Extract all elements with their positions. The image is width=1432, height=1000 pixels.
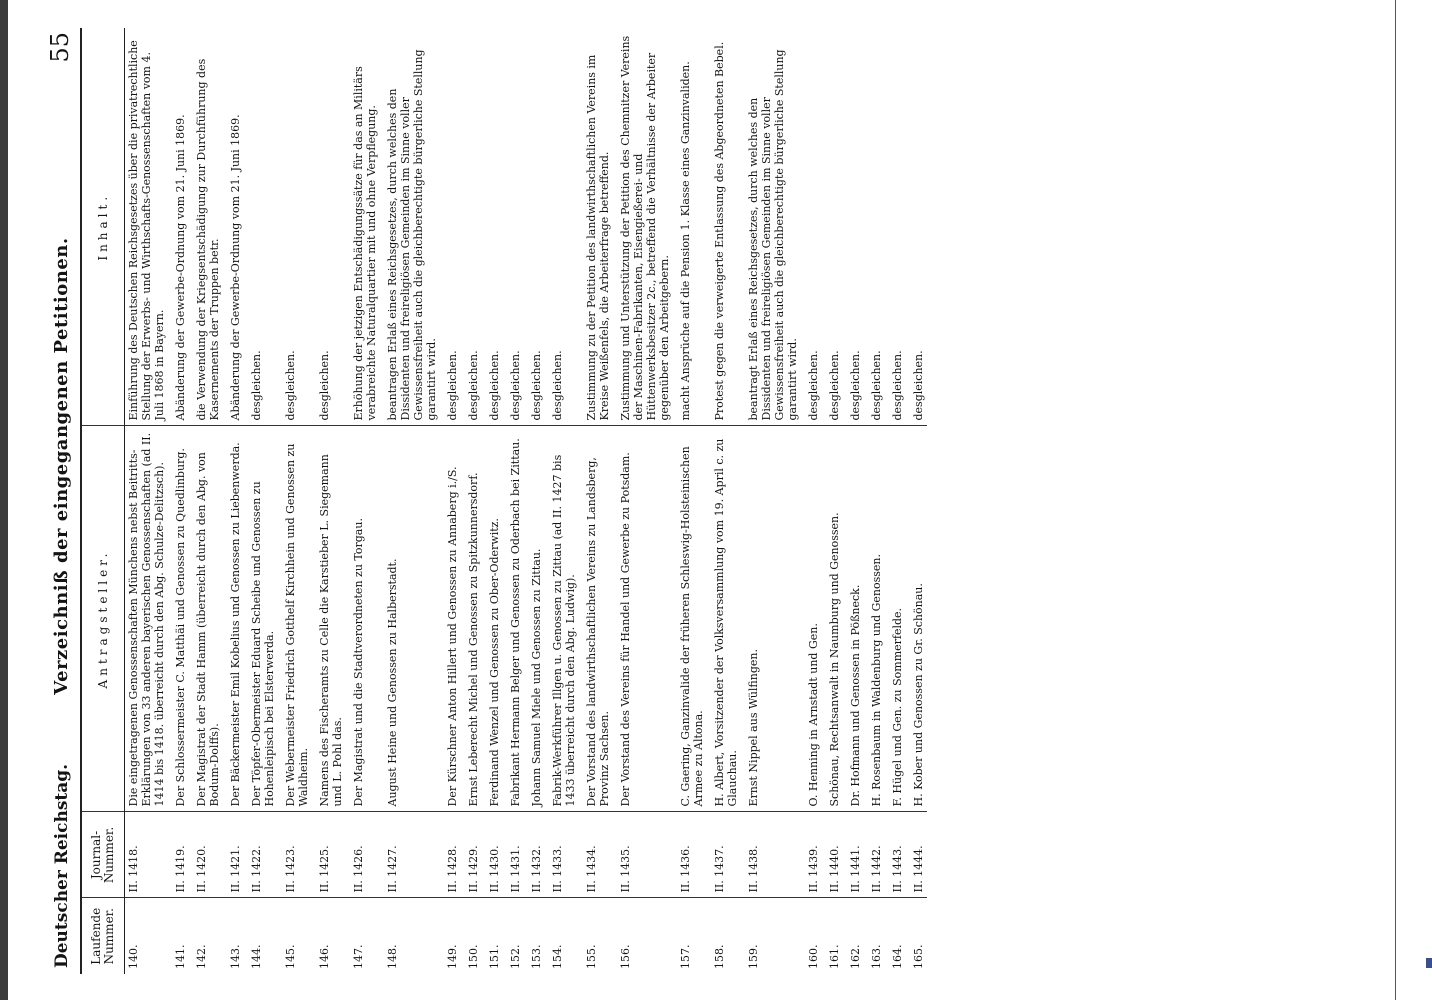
row-number: 155.	[579, 898, 613, 974]
inhalt-cell: desgleichen.	[912, 350, 925, 421]
column-header-laufende-nummer: Laufende Nummer.	[82, 898, 125, 974]
journal-number: II. 1423.	[278, 812, 312, 898]
antragsteller-cell: August Heine und Genossen zu Halberstadt.	[380, 426, 440, 812]
row-number: 141.	[168, 898, 189, 974]
antragsteller-cell: Schönau, Rechtsanwalt in Naumburg und Genossen.	[822, 426, 843, 812]
inhalt-cell: desgleichen.	[828, 350, 841, 421]
journal-number: II. 1425.	[312, 812, 346, 898]
antragsteller-cell: H. Kober und Genossen zu Gr. Schönau.	[906, 426, 927, 812]
antragsteller-cell: Namens des Fischeramts zu Celle die Karstieber L. Siegemann und L. Pohl das.	[312, 426, 346, 812]
row-number: 146.	[312, 898, 346, 974]
antragsteller-cell: C. Gaering, Ganzinvalide der früheren Schleswig-Holsteinischen Armee zu Altona.	[673, 426, 707, 812]
table-body	[125, 28, 928, 974]
row-number: 163.	[864, 898, 885, 974]
antragsteller-cell: Der Bäckermeister Emil Kobelius und Genossen zu Liebenwerda.	[223, 426, 244, 812]
inhalt-cell: Abänderung der Gewerbe-Ordnung vom 21. Juni 1869.	[229, 114, 242, 421]
antragsteller-cell: Dr. Hofmann und Genossen in Pößneck.	[843, 426, 864, 812]
inhalt-cell: desgleichen.	[318, 350, 331, 421]
table-row	[906, 28, 927, 974]
inhalt-cell: desgleichen.	[849, 350, 862, 421]
journal-number: II. 1430.	[482, 812, 503, 898]
journal-number: II. 1431.	[503, 812, 524, 898]
journal-number: II. 1436.	[673, 812, 707, 898]
table-row	[885, 28, 906, 974]
page-title: Verzeichniß der eingegangenen Petitionen.	[51, 237, 72, 695]
antragsteller-cell: Fabrikant Hermann Belger und Genossen zu Oderbach bei Zittau.	[503, 426, 524, 812]
inhalt-cell: desgleichen.	[551, 350, 564, 421]
antragsteller-cell: Der Vorstand des landwirthschaftlichen Vereins zu Landsberg, Provinz Sachsen.	[579, 426, 613, 812]
journal-number: II. 1418.	[125, 812, 169, 898]
row-number: 151.	[482, 898, 503, 974]
table-row	[822, 28, 843, 974]
row-number: 160.	[801, 898, 822, 974]
table-row	[503, 28, 524, 974]
antragsteller-cell: H. Rosenbaum in Waldenburg und Genossen.	[864, 426, 885, 812]
dfg-watermark	[1414, 0, 1428, 1000]
journal-number: II. 1444.	[906, 812, 927, 898]
table-row	[673, 28, 707, 974]
antragsteller-cell: F. Hügel und Gen. zu Sommerfelde.	[885, 426, 906, 812]
row-number: 157.	[673, 898, 707, 974]
row-number: 150.	[461, 898, 482, 974]
row-number: 162.	[843, 898, 864, 974]
row-number: 164.	[885, 898, 906, 974]
antragsteller-cell: Der Kürschner Anton Hillert und Genossen zu Annaberg i./S.	[440, 426, 461, 812]
journal-number: II. 1440.	[822, 812, 843, 898]
inhalt-cell: desgleichen.	[284, 350, 297, 421]
journal-number: II. 1422.	[244, 812, 278, 898]
inhalt-cell: beantragen Erlaß eines Reichsgesetzes, durch welches den Dissidenten und freireligiösen Gemeinden im Sinne voller Gewissensfreiheit auch die gleichberechtigte bürgerliche Stellung garantirt wird.	[386, 49, 438, 421]
journal-number: II. 1439.	[801, 812, 822, 898]
antragsteller-cell: Der Töpfer-Obermeister Eduard Scheibe und Genossen zu Hohenleipisch bei Elsterwerda.	[244, 426, 278, 812]
row-number: 154.	[545, 898, 579, 974]
row-number: 161.	[822, 898, 843, 974]
journal-number: II. 1438.	[741, 812, 801, 898]
antragsteller-cell: O. Henning in Arnstadt und Gen.	[801, 426, 822, 812]
table-row	[223, 28, 244, 974]
inhalt-cell: desgleichen.	[446, 350, 459, 421]
journal-number: II. 1427.	[380, 812, 440, 898]
antragsteller-cell: Fabrik-Werkführer Illgen u. Genossen zu Zittau (ad II. 1427 bis 1433 überreicht durch den Abg. Ludwig).	[545, 426, 579, 812]
page-header	[40, 28, 82, 974]
row-number: 158.	[707, 898, 741, 974]
inhalt-cell: desgleichen.	[467, 350, 480, 421]
table-row	[613, 28, 673, 974]
journal-number: II. 1433.	[545, 812, 579, 898]
inhalt-cell: beantragt Erlaß eines Reichsgesetzes, durch welches den Dissidenten und freireligiösen Gemeinden im Sinne voller Gewissensfreiheit auch die gleichberechtigte bürgerliche Stellung garantirt wird.	[747, 49, 799, 421]
petitions-table	[82, 28, 927, 974]
journal-number: II. 1426.	[346, 812, 380, 898]
antragsteller-cell: Ernst Nippel aus Wülfingen.	[741, 426, 801, 812]
row-number: 149.	[440, 898, 461, 974]
table-row	[278, 28, 312, 974]
antragsteller-cell: Ernst Leberecht Michel und Genossen zu Spitzkunnersdorf.	[461, 426, 482, 812]
table-row	[545, 28, 579, 974]
inhalt-cell: desgleichen.	[891, 350, 904, 421]
row-number: 153.	[524, 898, 545, 974]
inhalt-cell: macht Ansprüche auf die Pension 1. Klasse eines Ganzinvaliden.	[679, 61, 692, 421]
row-number: 147.	[346, 898, 380, 974]
column-header-journal-nummer: Journal-Nummer.	[82, 812, 125, 898]
row-number: 145.	[278, 898, 312, 974]
antragsteller-cell: Ferdinand Wenzel und Genossen zu Ober-Oderwitz.	[482, 426, 503, 812]
column-header-antragsteller: Antragsteller.	[82, 426, 125, 812]
antragsteller-cell: Der Webermeister Friedrich Gotthelf Kirchhein und Genossen zu Waldheim.	[278, 426, 312, 812]
journal-number: II. 1442.	[864, 812, 885, 898]
journal-number: II. 1434.	[579, 812, 613, 898]
table-row	[579, 28, 613, 974]
inhalt-cell: Abänderung der Gewerbe-Ordnung vom 21. Juni 1869.	[174, 114, 187, 421]
row-number: 165.	[906, 898, 927, 974]
row-number: 159.	[741, 898, 801, 974]
inhalt-cell: desgleichen.	[488, 350, 501, 421]
row-number: 156.	[613, 898, 673, 974]
table-header-row	[82, 28, 125, 974]
table-row	[461, 28, 482, 974]
table-row	[380, 28, 440, 974]
table-row	[312, 28, 346, 974]
journal-number: II. 1437.	[707, 812, 741, 898]
table-row	[801, 28, 822, 974]
inhalt-cell: desgleichen.	[870, 350, 883, 421]
table-row	[346, 28, 380, 974]
inhalt-cell: Zustimmung und Unterstützung der Petition des Chemnitzer Vereins der Maschinen-Fabrikanten, Eisengießerei- und Hüttenwerksbesitzer 2c., betreffend die Verhältnisse der Arbeiter gegenüber den Arbeitgebern.	[619, 35, 671, 421]
page-number: 55	[46, 32, 74, 63]
journal-number: II. 1435.	[613, 812, 673, 898]
journal-number: II. 1420.	[189, 812, 223, 898]
row-number: 140.	[125, 898, 169, 974]
inhalt-cell: desgleichen.	[807, 350, 820, 421]
inhalt-cell: desgleichen.	[250, 350, 263, 421]
dfg-logo	[1426, 958, 1432, 968]
row-number: 148.	[380, 898, 440, 974]
header-left: Deutscher Reichstag.	[52, 763, 72, 968]
table-row	[741, 28, 801, 974]
antragsteller-cell: Der Magistrat der Stadt Hamm (überreicht durch den Abg. von Bodum-Dolffs).	[189, 426, 223, 812]
table-row	[524, 28, 545, 974]
column-header-inhalt: Inhalt.	[82, 28, 125, 426]
table-row	[440, 28, 461, 974]
table-row	[125, 28, 169, 974]
table-row	[189, 28, 223, 974]
antragsteller-cell: H. Albert, Vorsitzender der Volksversammlung vom 19. April c. zu Glauchau.	[707, 426, 741, 812]
inhalt-cell: desgleichen.	[530, 350, 543, 421]
journal-number: II. 1429.	[461, 812, 482, 898]
journal-number: II. 1432.	[524, 812, 545, 898]
antragsteller-cell: Johann Samuel Miele und Genossen zu Zittau.	[524, 426, 545, 812]
antragsteller-cell: Der Magistrat und die Stadtverordneten zu Torgau.	[346, 426, 380, 812]
antragsteller-cell: Der Vorstand des Vereins für Handel und Gewerbe zu Potsdam.	[613, 426, 673, 812]
table-row	[864, 28, 885, 974]
antragsteller-cell: Die eingetragenen Genossenschaften Münchens nebst Beitritts-Erklärungen von 33 anderen bayerischen Genossenschaften (ad II. 1414 bis 1418. überreicht durch den Abg. Schulze-Delitzsch).	[125, 426, 169, 812]
table-row	[707, 28, 741, 974]
row-number: 143.	[223, 898, 244, 974]
inhalt-cell: desgleichen.	[509, 350, 522, 421]
journal-number: II. 1443.	[885, 812, 906, 898]
table-row	[168, 28, 189, 974]
inhalt-cell: Einführung des Deutschen Reichsgesetzes über die privatrechtliche Stellung der Erwerbs- und Wirthschafts-Genossenschaften vom 4. Juli 1868 in Bayern.	[127, 40, 166, 421]
antragsteller-cell: Der Schlossermeister C. Matthäi und Genossen zu Quedlinburg.	[168, 426, 189, 812]
inhalt-cell: Protest gegen die verweigerte Entlassung des Abgeordneten Bebel.	[713, 41, 726, 421]
row-number: 142.	[189, 898, 223, 974]
journal-number: II. 1441.	[843, 812, 864, 898]
journal-number: II. 1419.	[168, 812, 189, 898]
row-number: 144.	[244, 898, 278, 974]
inhalt-cell: Zustimmung zu der Petition des landwirthschaftlichen Vereins im Kreise Weißenfels, die Arbeiterfrage betreffend.	[585, 54, 611, 421]
journal-number: II. 1428.	[440, 812, 461, 898]
inhalt-cell: Erhöhung der jetzigen Entschädigungssätze für das an Militärs verabreichte Naturalquartier mit und ohne Verpflegung.	[352, 66, 378, 421]
table-row	[843, 28, 864, 974]
row-number: 152.	[503, 898, 524, 974]
table-row	[244, 28, 278, 974]
journal-number: II. 1421.	[223, 812, 244, 898]
table-row	[482, 28, 503, 974]
inhalt-cell: die Verwendung der Kriegsentschädigung zur Durchführung des Kasernements der Truppen betr.	[195, 58, 221, 421]
